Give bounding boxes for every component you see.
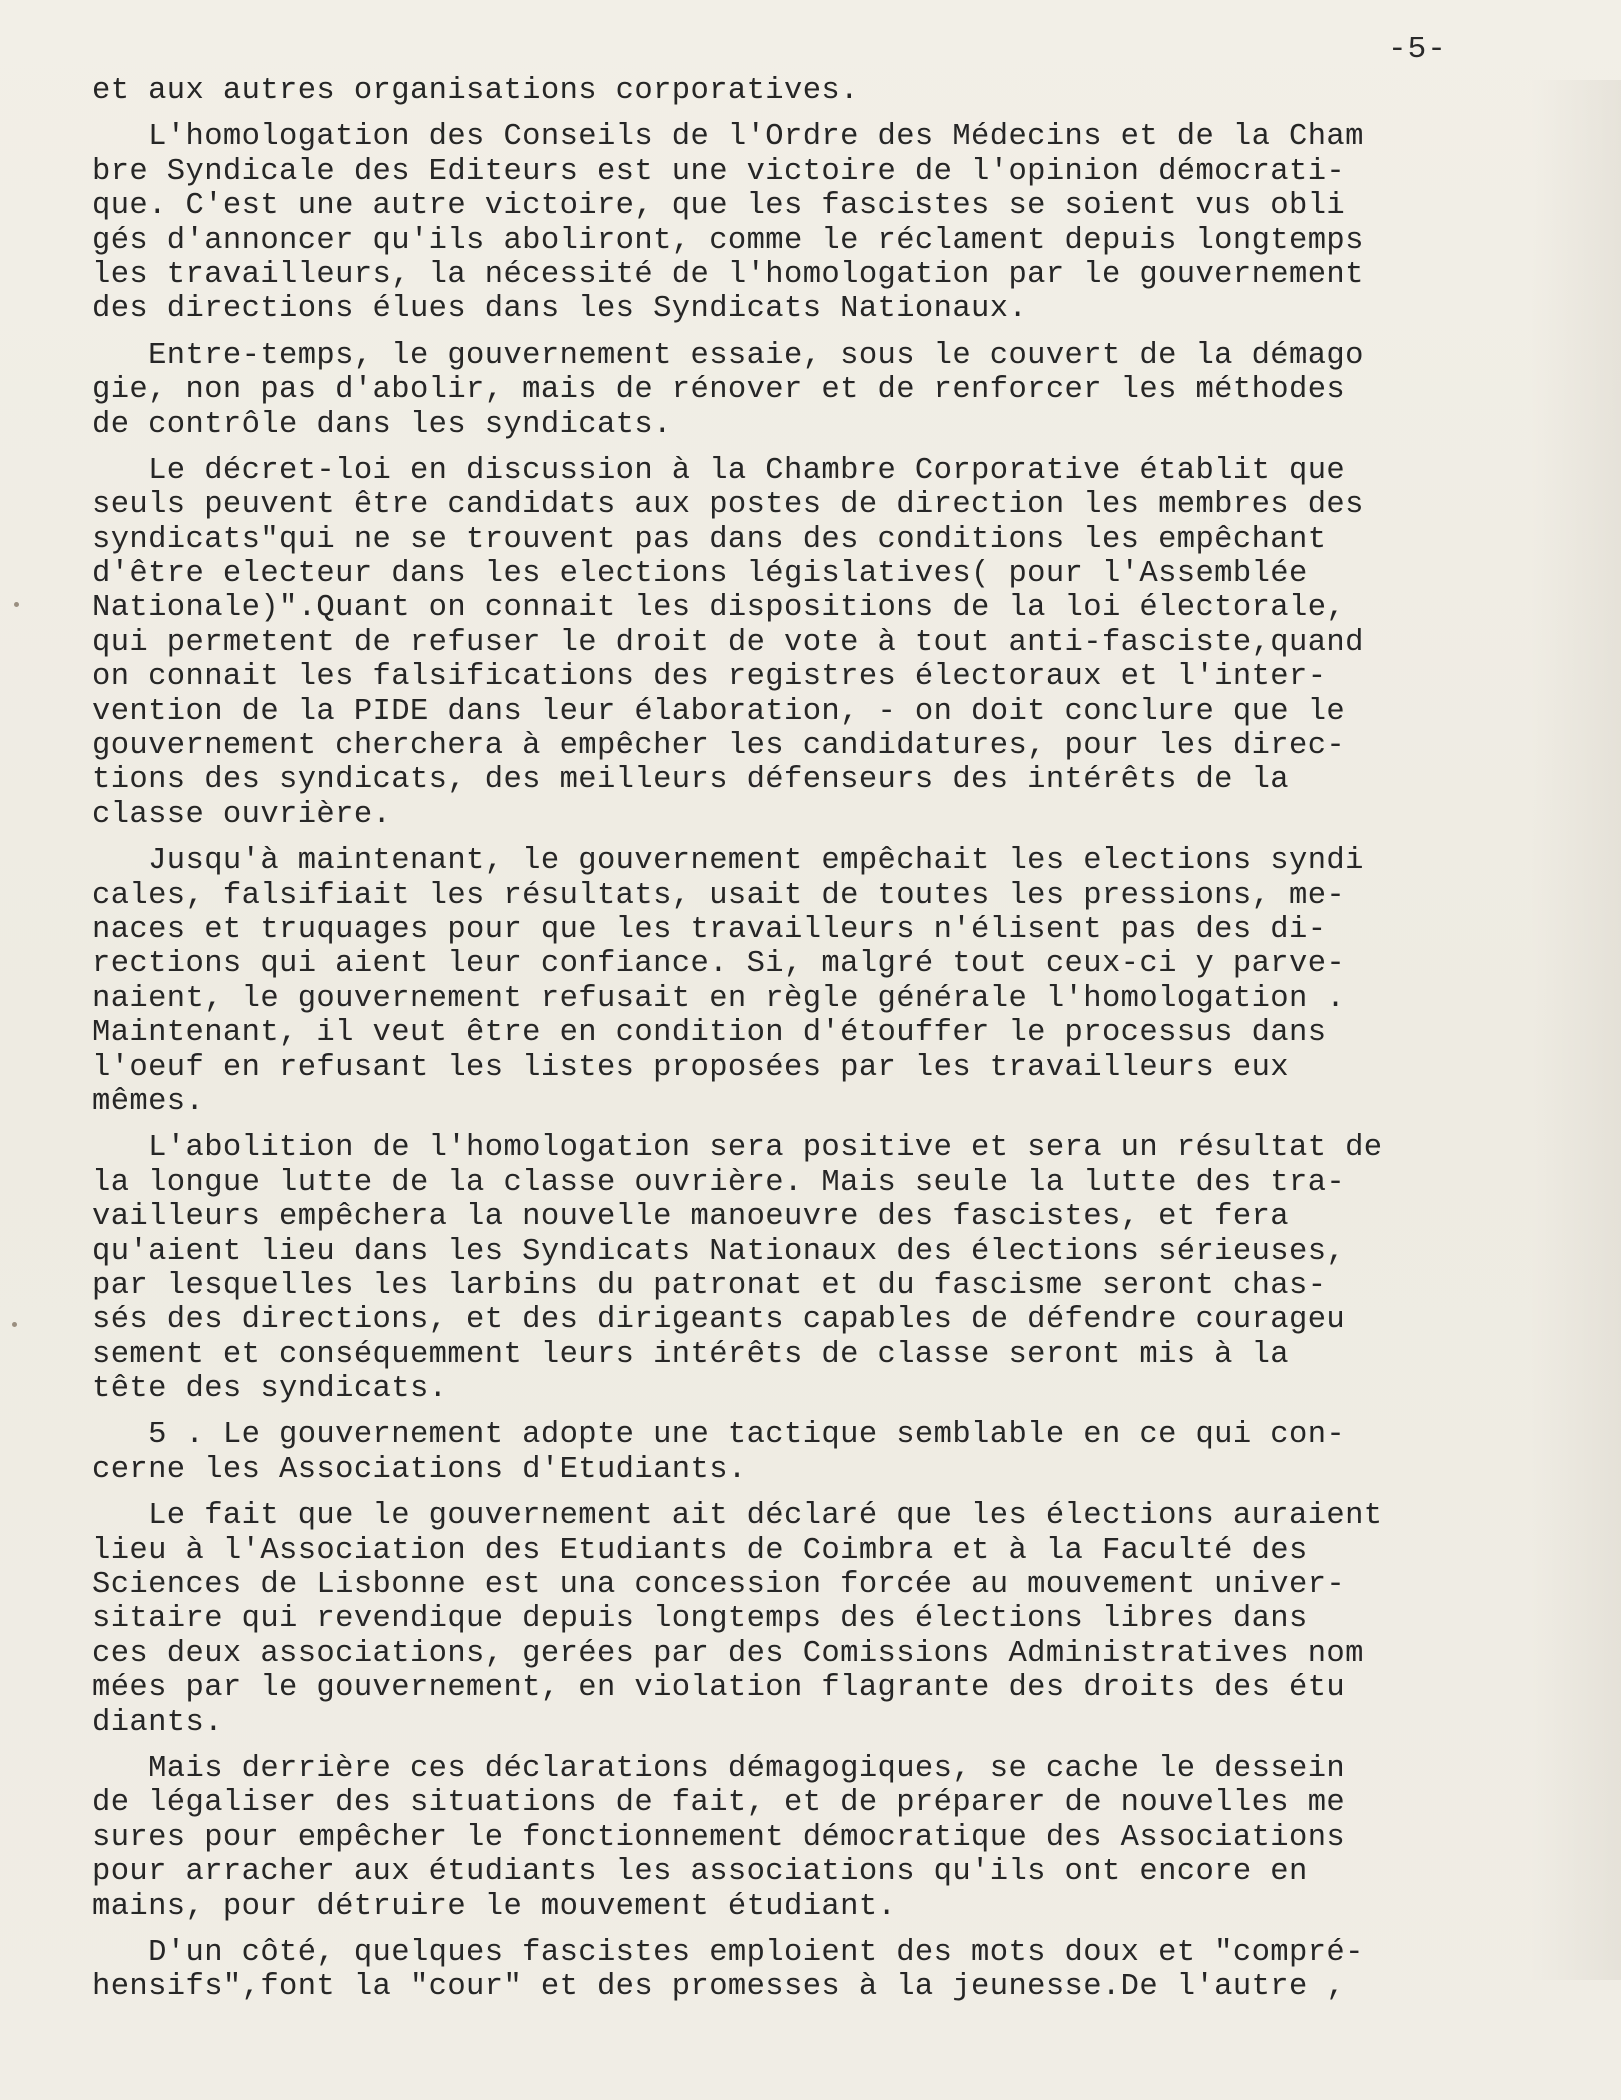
text-line: et aux autres organisations corporatives. (92, 74, 859, 108)
text-line: sés des directions, et des dirigeants capables de défendre courageu (92, 1303, 1346, 1338)
paragraph (92, 1418, 1502, 1487)
text-line: mains, pour détruire le mouvement étudiant. (92, 1889, 897, 1924)
text-line: 5 . Le gouvernement adopte une tactique semblable en ce qui con- (92, 1418, 1346, 1453)
text-line: tions des syndicats, des meilleurs défenseurs des intérêts de la (92, 763, 1289, 798)
text-line: gouvernement cherchera à empêcher les candidatures, pour les direc- (92, 729, 1346, 764)
text-line: L'homologation des Conseils de l'Ordre des Médecins et de la Cham (92, 120, 1364, 155)
paragraph (92, 1499, 1502, 1740)
text-line: de légaliser des situations de fait, et de préparer de nouvelles me (92, 1786, 1346, 1821)
text-line: hensifs",font la "cour" et des promesses à la jeunesse.De l'autre , (92, 1970, 1346, 2005)
text-line: L'abolition de l'homologation sera positive et sera un résultat de (92, 1131, 1383, 1166)
text-line: gés d'annoncer qu'ils aboliront, comme le réclament depuis longtemps (92, 223, 1364, 258)
text-line: sures pour empêcher le fonctionnement démocratique des Associations (92, 1820, 1346, 1855)
paragraph (92, 1936, 1502, 2005)
show-through-edge (1531, 80, 1621, 1980)
paragraph (92, 844, 1502, 1119)
text-line: l'oeuf en refusant les listes proposées par les travailleurs eux (92, 1050, 1289, 1085)
paragraph-gap (92, 832, 1502, 844)
text-line: par lesquelles les larbins du patronat et du fascisme seront chas- (92, 1268, 1327, 1303)
text-line: d'être electeur dans les elections législatives( pour l'Assemblée (92, 557, 1308, 592)
text-line: mêmes. (92, 1084, 205, 1119)
text-line: des directions élues dans les Syndicats Nationaux. (92, 292, 1028, 327)
text-line: seuls peuvent être candidats aux postes de direction les membres des (92, 488, 1364, 523)
paragraph-gap (92, 1740, 1502, 1752)
paper-speck (12, 1322, 17, 1327)
text-line: rections qui aient leur confiance. Si, malgré tout ceux-ci y parve- (92, 947, 1346, 982)
paragraph (92, 454, 1502, 832)
text-line: Le fait que le gouvernement ait déclaré que les élections auraient (92, 1499, 1383, 1534)
paragraph-gap (92, 327, 1502, 339)
text-line: Jusqu'à maintenant, le gouvernement empêchait les elections syndi (92, 844, 1364, 879)
text-line: qui permetent de refuser le droit de vote à tout anti-fasciste,quand (92, 625, 1364, 660)
typed-document-body (92, 74, 1502, 2005)
text-line: de contrôle dans les syndicats. (92, 407, 672, 442)
text-line: diants. (92, 1705, 223, 1740)
text-line: pour arracher aux étudiants les associations qu'ils ont encore en (92, 1855, 1308, 1890)
paper-speck (14, 602, 19, 607)
text-line: D'un côté, quelques fascistes emploient des mots doux et "compré- (92, 1935, 1364, 1970)
text-line: cerne les Associations d'Etudiants. (92, 1452, 747, 1487)
text-line: Le décret-loi en discussion à la Chambre Corporative établit que (92, 453, 1346, 488)
text-line: syndicats"qui ne se trouvent pas dans des conditions les empêchant (92, 522, 1327, 557)
paragraph (92, 1131, 1502, 1406)
text-line: sement et conséquemment leurs intérêts de classe seront mis à la (92, 1337, 1289, 1372)
text-line: bre Syndicale des Editeurs est une victoire de l'opinion démocrati- (92, 154, 1346, 189)
paragraph-gap (92, 108, 1502, 120)
text-line: sitaire qui revendique depuis longtemps des élections libres dans (92, 1602, 1308, 1637)
text-line: classe ouvrière. (92, 797, 392, 832)
paragraph-gap (92, 1119, 1502, 1131)
text-line: Nationale)".Quant on connait les dispositions de la loi électorale, (92, 591, 1346, 626)
text-line: vailleurs empêchera la nouvelle manoeuvre des fascistes, et fera (92, 1200, 1289, 1235)
paragraph (92, 120, 1502, 326)
paragraph-gap (92, 1924, 1502, 1936)
text-line: vention de la PIDE dans leur élaboration, - on doit conclure que le (92, 694, 1346, 729)
paragraph (92, 339, 1502, 442)
text-line: mées par le gouvernement, en violation flagrante des droits des étu (92, 1671, 1346, 1706)
text-line: cales, falsifiait les résultats, usait de toutes les pressions, me- (92, 878, 1346, 913)
text-line: que. C'est une autre victoire, que les fascistes se soient vus obli (92, 189, 1346, 224)
text-line: gie, non pas d'abolir, mais de rénover et de renforcer les méthodes (92, 373, 1346, 408)
paragraph-gap (92, 1406, 1502, 1418)
page-number: -5- (1388, 32, 1447, 67)
text-line: la longue lutte de la classe ouvrière. Mais seule la lutte des tra- (92, 1165, 1346, 1200)
paragraph (92, 1752, 1502, 1924)
paragraph-gap (92, 442, 1502, 454)
text-line: Mais derrière ces déclarations démagogiques, se cache le dessein (92, 1751, 1346, 1786)
text-line: qu'aient lieu dans les Syndicats Nationaux des élections sérieuses, (92, 1234, 1346, 1269)
text-line: naient, le gouvernement refusait en règle générale l'homologation . (92, 981, 1346, 1016)
text-line: les travailleurs, la nécessité de l'homologation par le gouvernement (92, 257, 1364, 292)
text-line: tête des syndicats. (92, 1372, 448, 1407)
text-line: naces et truquages pour que les travailleurs n'élisent pas des di- (92, 912, 1327, 947)
text-line: Entre-temps, le gouvernement essaie, sous le couvert de la démago (92, 338, 1364, 373)
paragraph-gap (92, 1487, 1502, 1499)
paragraph (92, 74, 1502, 108)
text-line: on connait les falsifications des registres électoraux et l'inter- (92, 660, 1327, 695)
text-line: Sciences de Lisbonne est una concession forcée au mouvement univer- (92, 1568, 1346, 1603)
text-line: ces deux associations, gerées par des Comissions Administratives nom (92, 1636, 1364, 1671)
text-line: Maintenant, il veut être en condition d'étouffer le processus dans (92, 1016, 1327, 1051)
text-line: lieu à l'Association des Etudiants de Coimbra et à la Faculté des (92, 1533, 1308, 1568)
